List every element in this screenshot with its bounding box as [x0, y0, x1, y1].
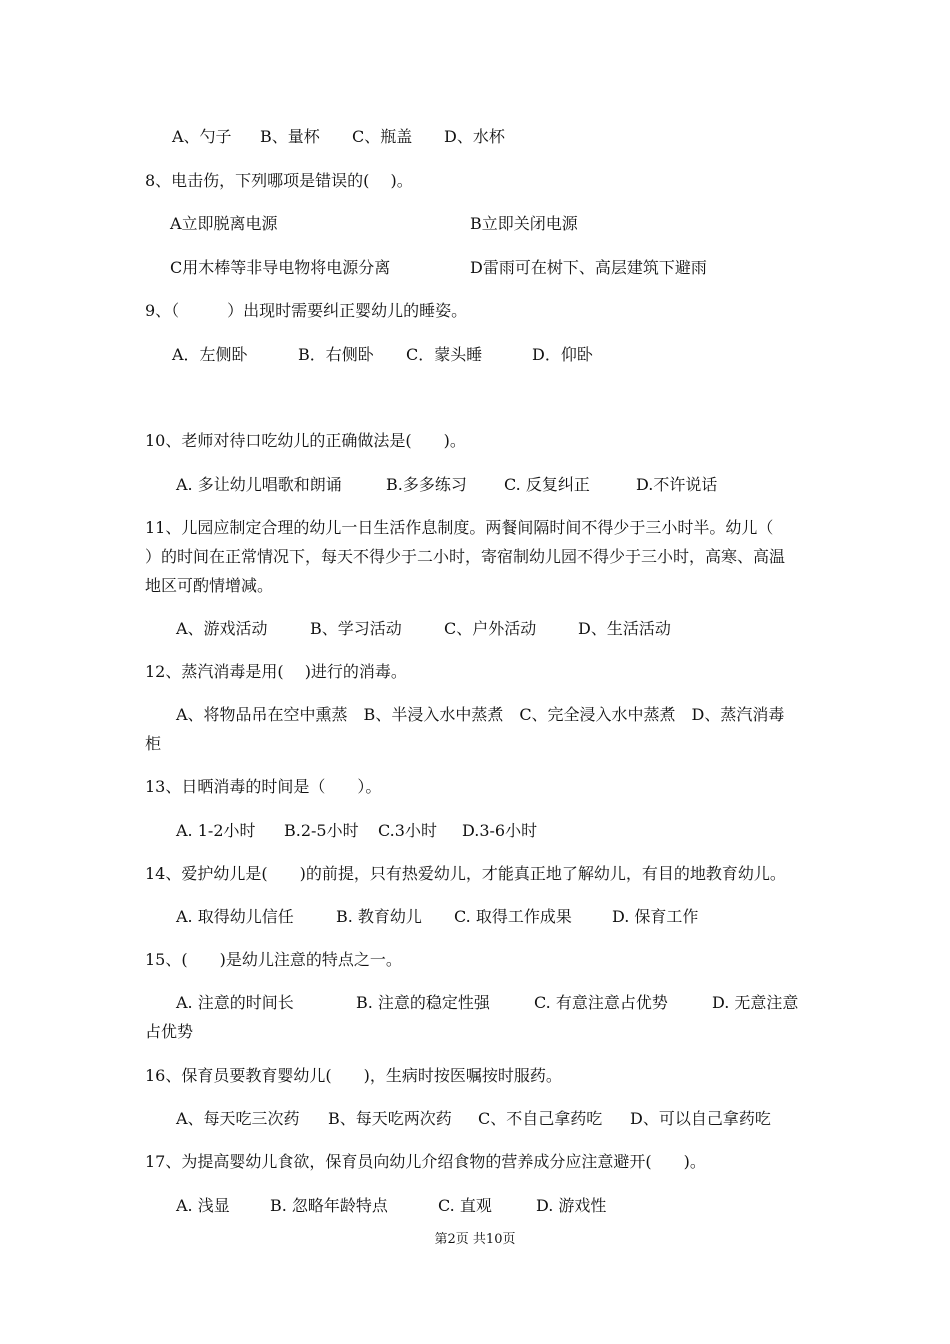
q9-option-a: A．左侧卧 — [172, 345, 248, 364]
q17-option-b: B. 忽略年龄特点 — [270, 1196, 388, 1215]
q15-stem: 15、( )是幼儿注意的特点之一。 — [145, 950, 402, 969]
q11-option-b: B、学习活动 — [310, 619, 402, 638]
q14-stem: 14、爱护幼儿是( )的前提，只有热爱幼儿，才能真正地了解幼儿，有目的地教育幼儿。 — [145, 864, 786, 883]
page-number-footer: 第2页 共10页 — [434, 1232, 516, 1247]
q15-option-d: D. 无意注意 — [712, 993, 799, 1012]
q11-stem-line-1: 11、儿园应制定合理的幼儿一日生活作息制度。两餐间隔时间不得少于三小时半。幼儿（ — [145, 518, 774, 537]
q16-stem: 16、保育员要教育婴幼儿( )，生病时按医嘱按时服药。 — [145, 1066, 562, 1085]
q8-option-a: A立即脱离电源 — [170, 214, 278, 233]
q16-option-c: C、不自己拿药吃 — [478, 1109, 603, 1128]
q12-stem: 12、蒸汽消毒是用( )进行的消毒。 — [145, 662, 407, 681]
q10-option-b: B.多多练习 — [386, 475, 467, 494]
q13-option-c: C.3小时 — [378, 821, 437, 840]
q16-option-d: D、可以自己拿药吃 — [630, 1109, 771, 1128]
q7-option-d: D、水杯 — [444, 127, 505, 146]
q9-option-b: B．右侧卧 — [298, 345, 374, 364]
q9-option-c: C．蒙头睡 — [406, 345, 483, 364]
q16-option-a: A、每天吃三次药 — [176, 1109, 300, 1128]
q13-option-a: A. 1-2小时 — [176, 821, 256, 840]
q16-option-b: B、每天吃两次药 — [328, 1109, 452, 1128]
q14-option-c: C. 取得工作成果 — [454, 907, 572, 926]
q7-option-c: C、瓶盖 — [352, 127, 413, 146]
q15-option-b: B. 注意的稳定性强 — [356, 993, 490, 1012]
q11-option-d: D、生活活动 — [578, 619, 671, 638]
q10-option-c: C. 反复纠正 — [504, 475, 590, 494]
q10-option-a: A. 多让幼儿唱歌和朗诵 — [176, 475, 342, 494]
q17-option-a: A. 浅显 — [176, 1196, 230, 1215]
q12-options-wrap: 柜 — [145, 734, 162, 753]
q9-option-d: D．仰卧 — [532, 345, 593, 364]
q17-option-c: C. 直观 — [438, 1196, 492, 1215]
q8-option-b: B立即关闭电源 — [470, 214, 578, 233]
q13-option-b: B.2-5小时 — [284, 821, 359, 840]
q17-stem: 17、为提高婴幼儿食欲，保育员向幼儿介绍食物的营养成分应注意避开( )。 — [145, 1152, 706, 1171]
q15-option-c: C. 有意注意占优势 — [534, 993, 668, 1012]
q17-option-d: D. 游戏性 — [536, 1196, 607, 1215]
q8-option-d: D雷雨可在树下、高层建筑下避雨 — [470, 258, 707, 277]
q11-stem-line-2: ）的时间在正常情况下，每天不得少于二小时，寄宿制幼儿园不得少于三小时，高寒、高温 — [145, 547, 786, 566]
q15-option-wrap: 占优势 — [145, 1022, 194, 1041]
q11-option-a: A、游戏活动 — [176, 619, 268, 638]
q7-option-a: A、勺子 — [172, 127, 232, 146]
q14-option-d: D. 保育工作 — [612, 907, 699, 926]
q13-option-d: D.3-6小时 — [462, 821, 538, 840]
q14-option-b: B. 教育幼儿 — [336, 907, 422, 926]
q15-option-a: A. 注意的时间长 — [176, 993, 294, 1012]
q10-stem: 10、老师对待口吃幼儿的正确做法是( )。 — [145, 431, 466, 450]
q8-option-c: C用木棒等非导电物将电源分离 — [170, 258, 391, 277]
q13-stem: 13、日晒消毒的时间是（ ）。 — [145, 777, 382, 796]
q9-stem: 9、（ ）出现时需要纠正婴幼儿的睡姿。 — [145, 301, 468, 320]
q10-option-d: D.不许说话 — [636, 475, 718, 494]
q8-stem: 8、电击伤，下列哪项是错误的( )。 — [145, 171, 413, 190]
q7-option-b: B、量杯 — [260, 127, 320, 146]
q14-option-a: A. 取得幼儿信任 — [176, 907, 294, 926]
q12-options: A、将物品吊在空中熏蒸 B、半浸入水中蒸煮 C、完全浸入水中蒸煮 D、蒸汽消毒 — [176, 705, 785, 724]
q11-stem-line-3: 地区可酌情增减。 — [145, 576, 274, 595]
q11-option-c: C、户外活动 — [444, 619, 537, 638]
